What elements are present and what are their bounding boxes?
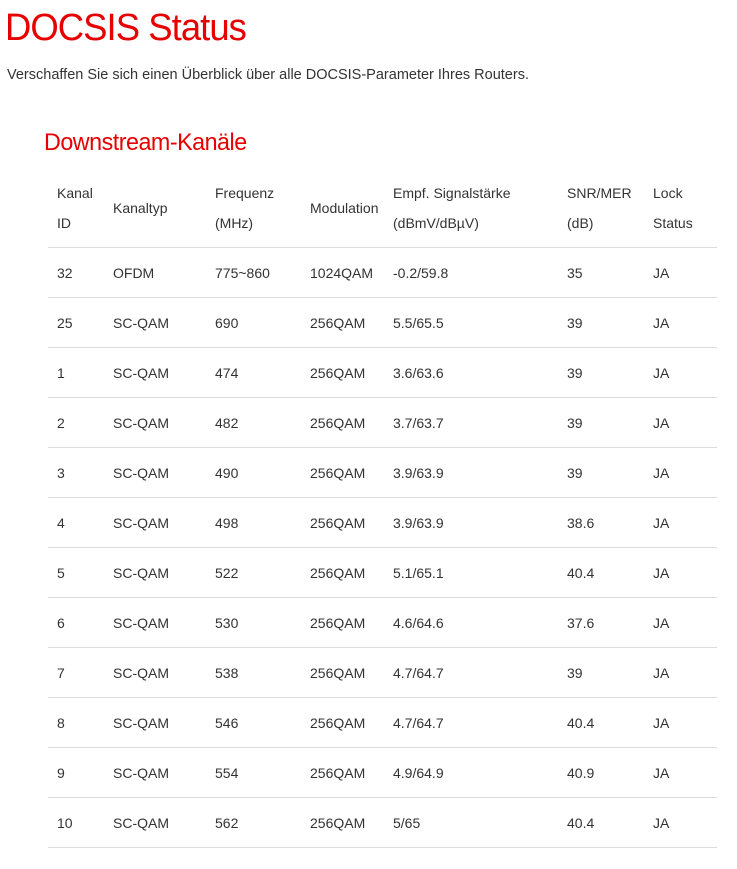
- col-header-line: Modulation: [310, 200, 379, 216]
- table-cell: 256QAM: [301, 298, 384, 348]
- table-cell: SC-QAM: [104, 648, 206, 698]
- table-cell: 3.9/63.9: [384, 448, 558, 498]
- table-cell: 2: [48, 398, 104, 448]
- table-cell: 25: [48, 298, 104, 348]
- table-cell: JA: [644, 348, 717, 398]
- col-header-line: ID: [57, 215, 71, 231]
- table-cell: 256QAM: [301, 398, 384, 448]
- table-cell: 39: [558, 398, 644, 448]
- table-cell: SC-QAM: [104, 698, 206, 748]
- col-header-line: Kanaltyp: [113, 200, 168, 216]
- table-row: [48, 748, 717, 798]
- table-cell: 3: [48, 448, 104, 498]
- table-row: [48, 548, 717, 598]
- table-row: [48, 798, 717, 848]
- table-cell: 498: [206, 498, 301, 548]
- table-cell: 40.4: [558, 798, 644, 848]
- table-cell: JA: [644, 598, 717, 648]
- table-cell: JA: [644, 298, 717, 348]
- col-header-line: Kanal: [57, 185, 93, 201]
- table-cell: 5.1/65.1: [384, 548, 558, 598]
- table-cell: 256QAM: [301, 648, 384, 698]
- table-cell: 1: [48, 348, 104, 398]
- table-cell: SC-QAM: [104, 398, 206, 448]
- table-cell: 530: [206, 598, 301, 648]
- table-cell: 256QAM: [301, 748, 384, 798]
- table-cell: 4.9/64.9: [384, 748, 558, 798]
- table-cell: JA: [644, 448, 717, 498]
- table-row: [48, 698, 717, 748]
- table-cell: 3.9/63.9: [384, 498, 558, 548]
- table-cell: 256QAM: [301, 598, 384, 648]
- col-header-signalstaerke: [384, 170, 558, 248]
- table-cell: 39: [558, 448, 644, 498]
- table-cell: SC-QAM: [104, 748, 206, 798]
- table-cell: 37.6: [558, 598, 644, 648]
- table-cell: OFDM: [104, 248, 206, 298]
- table-cell: 4.7/64.7: [384, 648, 558, 698]
- table-cell: SC-QAM: [104, 798, 206, 848]
- table-cell: 554: [206, 748, 301, 798]
- table-cell: 40.9: [558, 748, 644, 798]
- table-cell: 7: [48, 648, 104, 698]
- table-cell: 32: [48, 248, 104, 298]
- table-cell: 10: [48, 798, 104, 848]
- table-cell: 5.5/65.5: [384, 298, 558, 348]
- col-header-snr-mer: [558, 170, 644, 248]
- col-header-line: Status: [653, 215, 693, 231]
- table-row: [48, 348, 717, 398]
- table-body: [48, 248, 717, 848]
- table-cell: 482: [206, 398, 301, 448]
- table-cell: 256QAM: [301, 698, 384, 748]
- table-cell: 256QAM: [301, 448, 384, 498]
- table-cell: SC-QAM: [104, 548, 206, 598]
- table-cell: JA: [644, 398, 717, 448]
- table-cell: 256QAM: [301, 798, 384, 848]
- table-cell: SC-QAM: [104, 598, 206, 648]
- table-cell: 4.6/64.6: [384, 598, 558, 648]
- table-cell: 538: [206, 648, 301, 698]
- table-cell: JA: [644, 548, 717, 598]
- table-cell: JA: [644, 748, 717, 798]
- table-row: [48, 648, 717, 698]
- table-cell: 39: [558, 348, 644, 398]
- table-cell: JA: [644, 698, 717, 748]
- table-cell: JA: [644, 648, 717, 698]
- table-header-row: [48, 170, 717, 248]
- table-cell: 6: [48, 598, 104, 648]
- table-cell: 474: [206, 348, 301, 398]
- table-row: [48, 398, 717, 448]
- col-header-line: (dBmV/dBµV): [393, 215, 479, 231]
- table-cell: 40.4: [558, 698, 644, 748]
- table-cell: 4.7/64.7: [384, 698, 558, 748]
- table-cell: 490: [206, 448, 301, 498]
- table-cell: 35: [558, 248, 644, 298]
- table-cell: SC-QAM: [104, 348, 206, 398]
- col-header-line: Empf. Signalstärke: [393, 185, 511, 201]
- table-cell: JA: [644, 798, 717, 848]
- table-cell: JA: [644, 498, 717, 548]
- table-cell: SC-QAM: [104, 448, 206, 498]
- table-cell: 9: [48, 748, 104, 798]
- table-cell: SC-QAM: [104, 498, 206, 548]
- table-cell: 39: [558, 648, 644, 698]
- table-cell: 522: [206, 548, 301, 598]
- col-header-lock-status: [644, 170, 717, 248]
- table-row: [48, 498, 717, 548]
- table-cell: 775~860: [206, 248, 301, 298]
- page-title: DOCSIS Status: [5, 7, 246, 49]
- table-cell: 562: [206, 798, 301, 848]
- page-subtitle: Verschaffen Sie sich einen Überblick über alle DOCSIS-Parameter Ihres Routers.: [7, 67, 529, 83]
- table-cell: 3.6/63.6: [384, 348, 558, 398]
- table-cell: 1024QAM: [301, 248, 384, 298]
- col-header-line: SNR/MER: [567, 185, 632, 201]
- col-header-kanaltyp: [104, 170, 206, 248]
- table-cell: 546: [206, 698, 301, 748]
- table-cell: 256QAM: [301, 348, 384, 398]
- table-row: [48, 598, 717, 648]
- table-cell: 3.7/63.7: [384, 398, 558, 448]
- table-cell: 39: [558, 298, 644, 348]
- table-cell: 256QAM: [301, 498, 384, 548]
- table-cell: -0.2/59.8: [384, 248, 558, 298]
- table-cell: 40.4: [558, 548, 644, 598]
- table-cell: 4: [48, 498, 104, 548]
- table-cell: 38.6: [558, 498, 644, 548]
- table-cell: JA: [644, 248, 717, 298]
- downstream-section: [5, 129, 737, 848]
- table-row: [48, 248, 717, 298]
- table-row: [48, 298, 717, 348]
- table-cell: 5/65: [384, 798, 558, 848]
- downstream-section-title: Downstream-Kanäle: [44, 129, 247, 156]
- table-cell: 690: [206, 298, 301, 348]
- col-header-kanal-id: [48, 170, 104, 248]
- col-header-frequenz: [206, 170, 301, 248]
- table-row: [48, 448, 717, 498]
- col-header-line: Frequenz: [215, 185, 275, 201]
- col-header-line: (MHz): [215, 215, 254, 231]
- table-cell: 256QAM: [301, 548, 384, 598]
- table-cell: 8: [48, 698, 104, 748]
- col-header-line: Lock: [653, 185, 683, 201]
- table-cell: 5: [48, 548, 104, 598]
- downstream-channels-table: [48, 170, 717, 848]
- table-cell: SC-QAM: [104, 298, 206, 348]
- col-header-line: (dB): [567, 215, 594, 231]
- col-header-modulation: [301, 170, 384, 248]
